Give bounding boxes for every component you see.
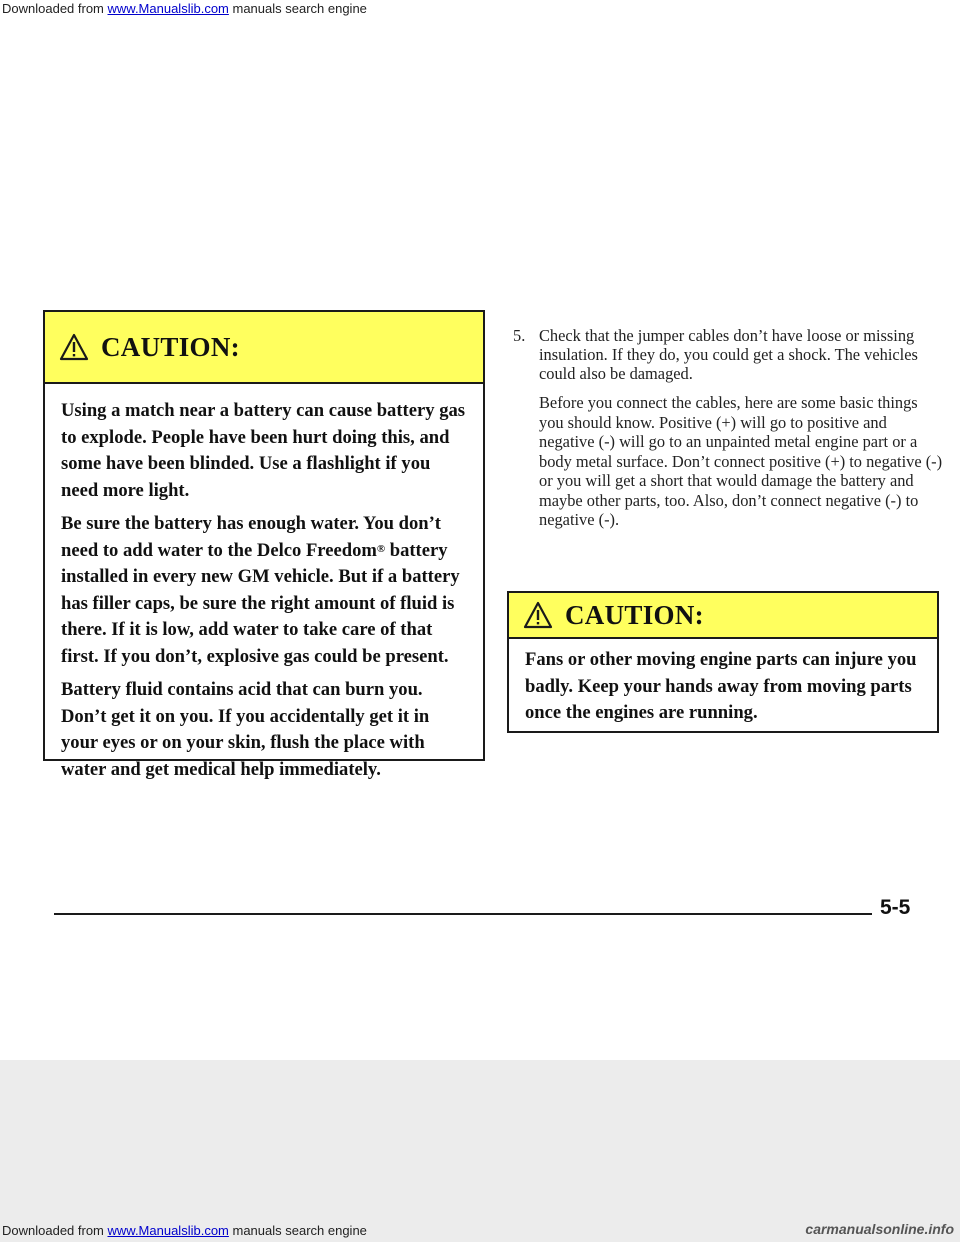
caution-title: CAUTION:	[565, 599, 704, 630]
cable-connection-paragraph: Before you connect the cables, here are some basic things you should know. Positive (+) will go to positive and negative (-) will go to an unpainted metal engine part or a body metal surface. Don’t connect positive (+) to negative (-) or you will get a short that would damage the battery and maybe other parts, too. Also, don’t connect negative (-) to negative (-).	[539, 393, 943, 529]
caution-box-battery	[43, 310, 485, 780]
warning-triangle-icon	[523, 601, 553, 629]
caution-body	[45, 384, 483, 783]
footer-manualslib-link[interactable]: www.Manualslib.com	[107, 1223, 229, 1238]
header-suffix: manuals search engine	[228, 1, 367, 16]
caution-header	[45, 312, 483, 384]
step-number: 5.	[513, 326, 526, 345]
page-number: 5-5	[880, 896, 911, 919]
caution-paragraph-match: Using a match near a battery can cause battery gas to explode. People have been hurt doing this, and some have been blinded. Use a flashlight if you need more light.	[61, 400, 466, 501]
footer-rule	[54, 913, 872, 915]
caution-paragraph-fans: Fans or other moving engine parts can injure you badly. Keep your hands away from moving parts once the engines are running.	[525, 649, 917, 723]
download-header	[0, 0, 960, 20]
caution-box-fans	[507, 591, 939, 733]
footer-prefix: Downloaded from	[2, 1223, 108, 1238]
water-text-before: Be sure the battery has enough water. You don’t need to add water to the Delco Freedom	[61, 513, 441, 561]
step-5	[513, 326, 943, 383]
caution-header	[509, 593, 937, 639]
watermark-site: carmanualsonline.info	[805, 1221, 954, 1237]
step-text: Check that the jumper cables don’t have loose or missing insulation. If they do, you could get a shock. The vehicles could also be damaged.	[539, 326, 918, 383]
water-text-after: battery installed in every new GM vehicle. But if a battery has filler caps, be sure the right amount of fluid is there. If it is low, add water to take care of that first. If you don’t, explosive gas could be present.	[61, 539, 460, 667]
header-manualslib-link[interactable]: www.Manualslib.com	[107, 1, 229, 16]
scan-margin	[0, 1060, 960, 1242]
registered-mark: ®	[376, 542, 386, 555]
warning-triangle-icon	[59, 333, 89, 361]
header-prefix: Downloaded from	[2, 1, 108, 16]
caution-paragraph-water	[61, 511, 469, 670]
caution-body	[509, 639, 937, 727]
footer-suffix: manuals search engine	[228, 1223, 367, 1238]
caution-paragraph-acid: Battery fluid contains acid that can burn you. Don’t get it on you. If you accidentally get it in your eyes or on your skin, flush the place with water and get medical help immediately.	[61, 679, 430, 780]
caution-title: CAUTION:	[101, 331, 240, 362]
